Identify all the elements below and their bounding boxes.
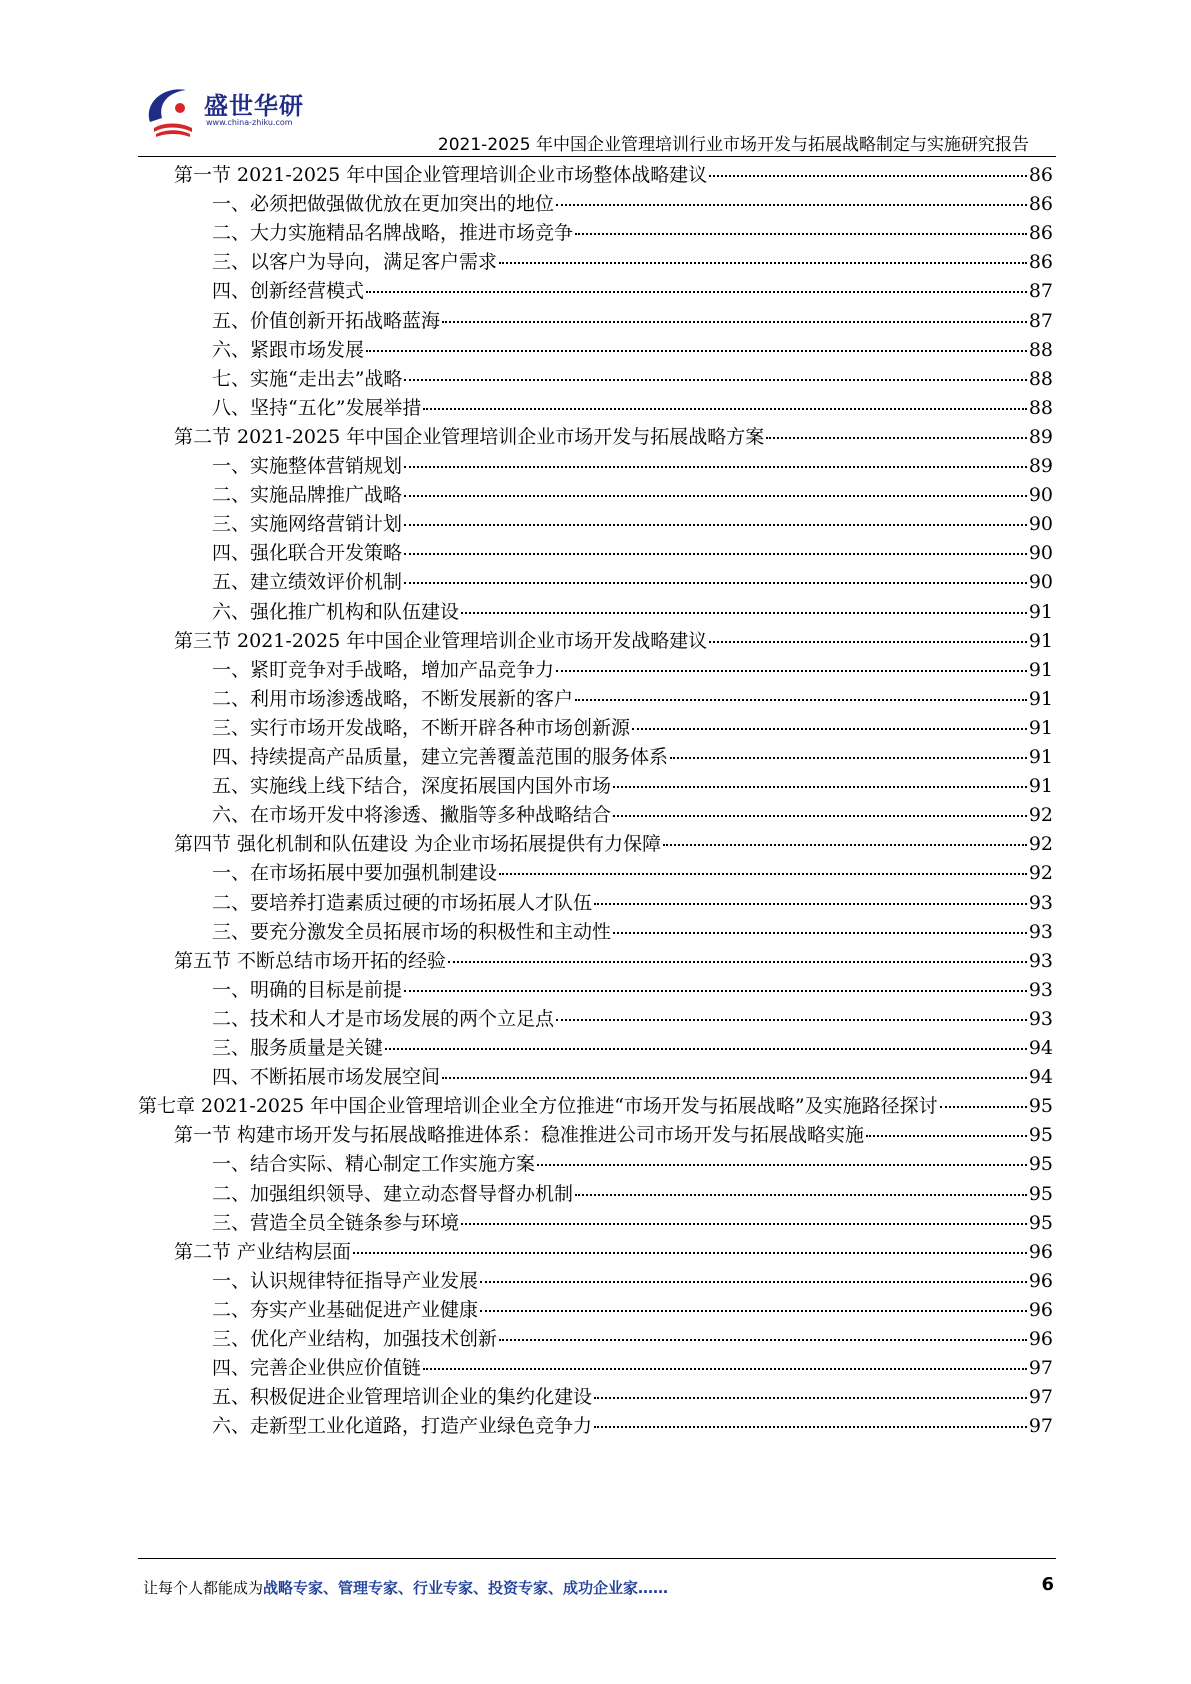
toc-entry-title: 四、不断拓展市场发展空间 bbox=[212, 1066, 441, 1089]
toc-dot-leader bbox=[366, 332, 1027, 352]
toc-dot-leader bbox=[499, 1321, 1027, 1341]
toc-page-number: 97 bbox=[1028, 1386, 1053, 1409]
toc-dot-leader bbox=[663, 826, 1027, 846]
toc-dot-leader bbox=[940, 1088, 1027, 1108]
toc-entry-title: 二、技术和人才是市场发展的两个立足点 bbox=[212, 1007, 555, 1030]
company-logo bbox=[140, 82, 310, 142]
toc-dot-leader bbox=[353, 1234, 1027, 1254]
toc-entry-title: 第四节 强化机制和队伍建设 为企业市场拓展提供有力保障 bbox=[174, 833, 662, 856]
toc-dot-leader bbox=[442, 303, 1027, 323]
toc-page-number: 86 bbox=[1028, 193, 1053, 216]
toc-item[interactable] bbox=[212, 1411, 1053, 1441]
toc-dot-leader bbox=[766, 419, 1027, 439]
toc-entry-title: 五、建立绩效评价机制 bbox=[212, 571, 403, 594]
toc-dot-leader bbox=[575, 681, 1027, 701]
toc-dot-leader bbox=[499, 244, 1027, 264]
toc-page-number: 92 bbox=[1028, 804, 1053, 827]
toc-page-number: 86 bbox=[1028, 222, 1053, 245]
toc-page-number: 95 bbox=[1028, 1182, 1053, 1205]
toc-dot-leader bbox=[423, 1350, 1027, 1370]
report-title: 2021-2025 年中国企业管理培训行业市场开发与拓展战略制定与实施研究报告 bbox=[437, 135, 1029, 155]
toc-dot-leader bbox=[613, 797, 1027, 817]
toc-entry-title: 五、实施线上线下结合，深度拓展国内国外市场 bbox=[212, 775, 612, 798]
footer-slogan bbox=[143, 1577, 668, 1598]
toc-entry-title: 四、创新经营模式 bbox=[212, 280, 365, 303]
toc-page-number: 91 bbox=[1028, 658, 1053, 681]
toc-entry-title: 三、要充分激发全员拓展市场的积极性和主动性 bbox=[212, 920, 612, 943]
toc-entry-title: 一、在市场拓展中要加强机制建设 bbox=[212, 862, 498, 885]
toc-dot-leader bbox=[709, 157, 1027, 177]
toc-page-number: 92 bbox=[1028, 833, 1053, 856]
toc-page-number: 91 bbox=[1028, 600, 1053, 623]
toc-dot-leader bbox=[448, 943, 1027, 963]
toc-dot-leader bbox=[556, 1001, 1027, 1021]
toc-page-number: 91 bbox=[1028, 687, 1053, 710]
toc-page-number: 89 bbox=[1028, 455, 1053, 477]
toc-entry-title: 二、要培养打造素质过硬的市场拓展人才队伍 bbox=[212, 891, 593, 914]
toc-dot-leader bbox=[670, 739, 1027, 759]
toc-dot-leader bbox=[404, 535, 1027, 555]
toc-entry-title: 八、坚持“五化”发展举措 bbox=[212, 396, 422, 419]
toc-entry-title: 二、利用市场渗透战略，不断发展新的客户 bbox=[212, 687, 574, 710]
toc-page-number: 90 bbox=[1028, 484, 1053, 507]
toc-page-number: 89 bbox=[1028, 425, 1053, 448]
toc-dot-leader bbox=[866, 1117, 1027, 1137]
toc-entry-title: 三、服务质量是关键 bbox=[212, 1037, 384, 1059]
toc-entry-title: 六、紧跟市场发展 bbox=[212, 338, 365, 361]
toc-entry-title: 四、完善企业供应价值链 bbox=[212, 1357, 422, 1380]
toc-entry-title: 六、强化推广机构和队伍建设 bbox=[212, 600, 460, 623]
footer-slogan-roles: 战略专家、管理专家、行业专家、投资专家、成功企业家…… bbox=[263, 1579, 669, 1597]
toc-entry-title: 三、实施网络营销计划 bbox=[212, 513, 403, 536]
toc-page-number: 93 bbox=[1028, 891, 1053, 914]
toc-item[interactable] bbox=[212, 1062, 1053, 1092]
toc-entry-title: 三、以客户为导向，满足客户需求 bbox=[212, 251, 498, 274]
toc-entry-title: 四、持续提高产品质量，建立完善覆盖范围的服务体系 bbox=[212, 746, 669, 768]
toc-entry-title: 一、紧盯竞争对手战略，增加产品竞争力 bbox=[212, 658, 555, 681]
toc-page-number: 95 bbox=[1028, 1211, 1053, 1234]
toc-dot-leader bbox=[385, 1030, 1027, 1050]
toc-entry-title: 一、必须把做强做优放在更加突出的地位 bbox=[212, 193, 555, 216]
footer-divider bbox=[138, 1558, 1056, 1559]
toc-page-number: 86 bbox=[1028, 164, 1053, 186]
logo-emblem-icon bbox=[140, 82, 202, 138]
logo-url: www.china-zhiku.com bbox=[206, 118, 293, 127]
toc-dot-leader bbox=[404, 361, 1026, 381]
toc-dot-leader bbox=[537, 1146, 1027, 1166]
toc-page-number: 96 bbox=[1028, 1298, 1053, 1321]
toc-dot-leader bbox=[480, 1263, 1027, 1283]
toc-dot-leader bbox=[404, 506, 1027, 526]
toc-entry-title: 第五节 不断总结市场开拓的经验 bbox=[174, 949, 447, 972]
toc-page-number: 92 bbox=[1028, 862, 1053, 885]
toc-page-number: 94 bbox=[1028, 1037, 1053, 1059]
toc-page-number: 90 bbox=[1028, 571, 1053, 594]
toc-entry-title: 第二节 产业结构层面 bbox=[174, 1240, 352, 1263]
toc-dot-leader bbox=[423, 390, 1026, 410]
toc-entry-title: 一、实施整体营销规划 bbox=[212, 455, 403, 477]
toc-entry-title: 五、价值创新开拓战略蓝海 bbox=[212, 309, 441, 332]
toc-dot-leader bbox=[594, 1408, 1027, 1428]
toc-page-number: 94 bbox=[1028, 1066, 1053, 1089]
toc-entry-title: 一、明确的目标是前提 bbox=[212, 978, 403, 1001]
toc-dot-leader bbox=[594, 885, 1027, 905]
toc-entry-title: 一、结合实际、精心制定工作实施方案 bbox=[212, 1153, 536, 1176]
toc-dot-leader bbox=[709, 623, 1027, 643]
toc-page-number: 93 bbox=[1028, 1007, 1053, 1030]
toc-entry-title: 六、走新型工业化道路，打造产业绿色竞争力 bbox=[212, 1415, 593, 1438]
toc-entry-title: 二、大力实施精品名牌战略，推进市场竞争 bbox=[212, 222, 574, 245]
toc-page-number: 88 bbox=[1028, 367, 1053, 390]
toc-entry-title: 五、积极促进企业管理培训企业的集约化建设 bbox=[212, 1386, 593, 1409]
toc-page-number: 87 bbox=[1028, 309, 1053, 332]
toc-page-number: 88 bbox=[1028, 396, 1053, 419]
toc-page-number: 95 bbox=[1028, 1124, 1053, 1147]
toc-entry-title: 二、夯实产业基础促进产业健康 bbox=[212, 1298, 479, 1321]
toc-page-number: 91 bbox=[1028, 775, 1053, 798]
toc-entry-title: 一、认识规律特征指导产业发展 bbox=[212, 1269, 479, 1292]
toc-dot-leader bbox=[480, 1292, 1027, 1312]
toc-dot-leader bbox=[575, 215, 1027, 235]
toc-page-number: 96 bbox=[1028, 1328, 1053, 1350]
toc-entry-title: 第二节 2021-2025 年中国企业管理培训企业市场开发与拓展战略方案 bbox=[174, 425, 765, 448]
toc-entry-title: 第三节 2021-2025 年中国企业管理培训企业市场开发战略建议 bbox=[174, 629, 708, 652]
toc-entry-title: 第一节 2021-2025 年中国企业管理培训企业市场整体战略建议 bbox=[174, 164, 708, 186]
toc-dot-leader bbox=[613, 914, 1027, 934]
footer-slogan-prefix: 让每个人都能成为 bbox=[143, 1579, 264, 1597]
toc-dot-leader bbox=[404, 477, 1027, 497]
toc-page-number: 91 bbox=[1028, 746, 1053, 768]
toc-dot-leader bbox=[366, 273, 1027, 293]
toc-dot-leader bbox=[461, 1205, 1027, 1225]
toc-dot-leader bbox=[442, 1059, 1027, 1079]
toc-page-number: 86 bbox=[1028, 251, 1053, 274]
page-number: 6 bbox=[1041, 1574, 1054, 1595]
toc-entry-title: 二、实施品牌推广战略 bbox=[212, 484, 403, 507]
page-header bbox=[0, 0, 1191, 155]
toc-page-number: 93 bbox=[1028, 920, 1053, 943]
toc-dot-leader bbox=[632, 710, 1027, 730]
toc-entry-title: 三、营造全员全链条参与环境 bbox=[212, 1211, 460, 1234]
toc-dot-leader bbox=[461, 594, 1027, 614]
toc-entry-title: 第七章 2021-2025 年中国企业管理培训企业全方位推进“市场开发与拓展战略”及实施路径探讨 bbox=[138, 1095, 938, 1118]
toc-page-number: 95 bbox=[1028, 1153, 1053, 1176]
toc-dot-leader bbox=[404, 564, 1027, 584]
toc-page-number: 95 bbox=[1028, 1095, 1053, 1118]
toc-entry-title: 七、实施“走出去”战略 bbox=[212, 367, 403, 390]
toc-dot-leader bbox=[404, 972, 1027, 992]
toc-page-number: 90 bbox=[1028, 542, 1053, 565]
toc-page-number: 96 bbox=[1028, 1269, 1053, 1292]
toc-page-number: 93 bbox=[1028, 949, 1053, 972]
toc-dot-leader bbox=[499, 855, 1027, 875]
toc-entry-title: 三、实行市场开发战略，不断开辟各种市场创新源 bbox=[212, 716, 631, 739]
toc-page-number: 97 bbox=[1028, 1415, 1053, 1438]
toc-dot-leader bbox=[594, 1379, 1027, 1399]
toc-entry-title: 四、强化联合开发策略 bbox=[212, 542, 403, 565]
toc-page-number: 97 bbox=[1028, 1357, 1053, 1380]
toc-dot-leader bbox=[404, 448, 1027, 468]
toc-page-number: 87 bbox=[1028, 280, 1053, 303]
toc-page-number: 88 bbox=[1028, 338, 1053, 361]
toc-page-number: 96 bbox=[1028, 1240, 1053, 1263]
toc-page-number: 91 bbox=[1028, 629, 1053, 652]
toc-entry-title: 二、加强组织领导、建立动态督导督办机制 bbox=[212, 1182, 574, 1205]
toc-page-number: 91 bbox=[1028, 716, 1053, 739]
toc-entry-title: 三、优化产业结构，加强技术创新 bbox=[212, 1328, 498, 1350]
toc-dot-leader bbox=[575, 1176, 1027, 1196]
logo-wordmark: 盛世华研 bbox=[204, 92, 304, 120]
toc-dot-leader bbox=[556, 652, 1027, 672]
toc-page-number: 90 bbox=[1028, 513, 1053, 536]
toc-page-number: 93 bbox=[1028, 978, 1053, 1001]
toc-dot-leader bbox=[613, 768, 1027, 788]
toc-entry-title: 第一节 构建市场开发与拓展战略推进体系：稳准推进公司市场开发与拓展战略实施 bbox=[174, 1124, 865, 1147]
toc-dot-leader bbox=[556, 186, 1027, 206]
toc-entry-title: 六、在市场开发中将渗透、撇脂等多种战略结合 bbox=[212, 804, 612, 827]
